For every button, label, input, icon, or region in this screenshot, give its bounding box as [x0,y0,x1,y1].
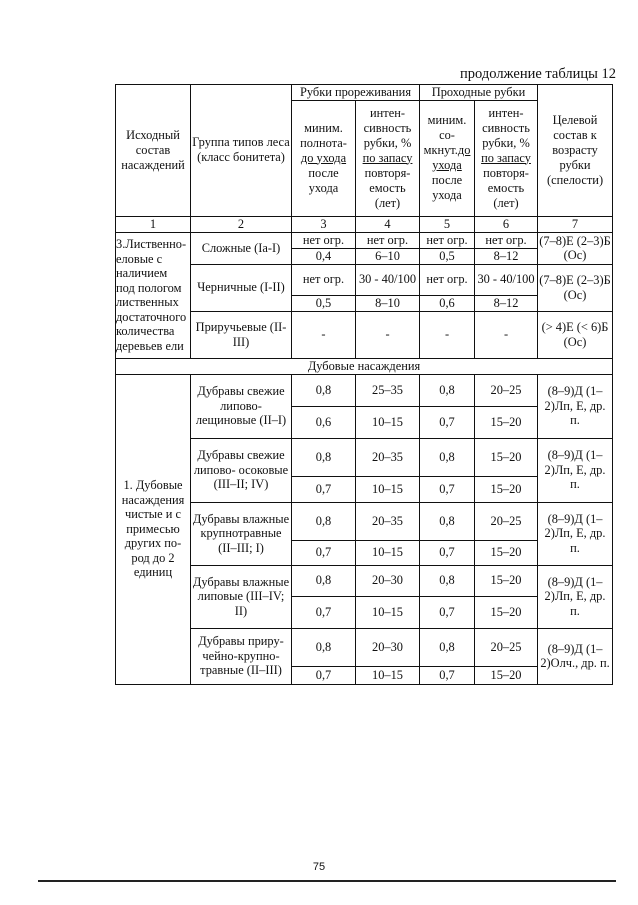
value-cell: 10–15 [356,596,420,628]
column-number: 3 [292,216,356,232]
header-passage-cutting-group: Проходные рубки [420,85,538,101]
table-row [116,502,613,540]
value-cell: 15–20 [475,406,538,438]
forest-type-cell: Дубравы влажные липовые (III–IV; II) [191,565,292,628]
footer-divider [38,880,616,882]
value-cell: нет огр. [475,232,538,248]
value-cell: 8–10 [356,295,420,311]
value-cell: 0,6 [292,406,356,438]
value-cell: нет огр. [420,264,475,295]
value-cell: нет огр. [356,232,420,248]
forest-type-cell: Сложные (Iа-I) [191,232,292,264]
value-cell: 10–15 [356,476,420,502]
column-number: 7 [538,216,613,232]
value-cell: 20–30 [356,565,420,596]
value-cell: 15–20 [475,438,538,476]
target-composition-cell: (8–9)Д (1–2)Лп, Е, др. п. [538,565,613,628]
value-cell: 0,8 [420,565,475,596]
target-composition-cell: (> 4)Е (< 6)Б (Ос) [538,311,613,358]
value-cell: 0,7 [292,476,356,502]
value-cell: - [475,311,538,358]
value-cell: 0,8 [420,438,475,476]
value-cell: 20–25 [475,628,538,666]
value-cell: нет огр. [292,232,356,248]
value-cell: 0,7 [292,596,356,628]
forest-thinning-table [115,84,613,685]
table-row [116,628,613,666]
header-intensity-passage: интен- сивность рубки, % по запасу повторя- емость (лет) [475,100,538,216]
value-cell: 10–15 [356,666,420,684]
forest-type-cell: Приручьевые (II-III) [191,311,292,358]
value-cell: 0,8 [420,374,475,406]
section-row [116,358,613,374]
table-row [116,565,613,596]
column-number: 4 [356,216,420,232]
table-row [116,311,613,358]
value-cell: 0,8 [292,438,356,476]
value-cell: 0,8 [292,628,356,666]
value-cell: 20–25 [475,502,538,540]
value-cell: 15–20 [475,565,538,596]
header-min-density-thinning: миним. полнота- до ухода после ухода [292,100,356,216]
initial-composition-cell: 3.Лиственно- еловые с наличием под пологом лиственных достаточного количества деревьев ели [116,232,191,358]
header-target-composition: Целевой состав к возрасту рубки (спелости) [538,85,613,217]
value-cell: 0,7 [292,666,356,684]
value-cell: - [292,311,356,358]
value-cell: 20–35 [356,502,420,540]
value-cell: нет огр. [420,232,475,248]
value-cell: 30 - 40/100 [475,264,538,295]
forest-type-cell: Черничные (I-II) [191,264,292,311]
value-cell: 0,7 [420,476,475,502]
value-cell: 25–35 [356,374,420,406]
column-number: 1 [116,216,191,232]
value-cell: 15–20 [475,476,538,502]
section-title: Дубовые насаждения [116,358,613,374]
value-cell: 0,8 [292,502,356,540]
target-composition-cell: (8–9)Д (1–2)Олч., др. п. [538,628,613,684]
value-cell: 20–35 [356,438,420,476]
header-forest-type-group: Группа типов леса (класс бонитета) [191,85,292,217]
value-cell: 30 - 40/100 [356,264,420,295]
value-cell: 0,8 [292,565,356,596]
header-thinning-group: Рубки прореживания [292,85,420,101]
header-intensity-thinning: интен- сивность рубки, % по запасу повторя- емость (лет) [356,100,420,216]
value-cell: 0,8 [420,502,475,540]
forest-type-cell: Дубравы свежие липово- осоковые (III–II; IV) [191,438,292,502]
value-cell: 0,7 [420,540,475,565]
forest-type-cell: Дубравы приру- чейно-крупно- травные (II–III) [191,628,292,684]
target-composition-cell: (7–8)Е (2–3)Б (Ос) [539,233,611,262]
table-row [116,264,613,295]
value-cell: 8–12 [475,295,538,311]
value-cell: нет огр. [292,264,356,295]
column-number: 2 [191,216,292,232]
table-row [116,438,613,476]
value-cell: 10–15 [356,406,420,438]
column-number: 6 [475,216,538,232]
value-cell: 0,5 [292,295,356,311]
target-composition-cell: (7–8)Е (2–3)Б (Ос) [538,264,613,311]
page-number: 75 [312,861,326,873]
value-cell: - [420,311,475,358]
value-cell: 15–20 [475,666,538,684]
target-composition-cell: (8–9)Д (1–2)Лп, Е, др. п. [538,438,613,502]
value-cell: 0,4 [292,248,356,264]
value-cell: 0,7 [420,596,475,628]
forest-type-cell: Дубравы свежие липово- лещиновые (II–I) [191,374,292,438]
table-continuation-caption: продолжение таблицы 12 [460,66,616,82]
target-composition-cell: (8–9)Д (1–2)Лп, Е, др. п. [538,502,613,565]
value-cell: 15–20 [475,596,538,628]
value-cell: 0,7 [420,406,475,438]
column-number: 5 [420,216,475,232]
table-row [116,374,613,406]
value-cell: 0,6 [420,295,475,311]
header-min-closure-passage: миним. со- мкнут.до ухода после ухода [420,100,475,216]
value-cell: 0,7 [420,666,475,684]
forest-type-cell: Дубравы влажные крупнотравные (II–III; I) [191,502,292,565]
value-cell: - [356,311,420,358]
value-cell: 0,7 [292,540,356,565]
value-cell: 20–30 [356,628,420,666]
value-cell: 20–25 [475,374,538,406]
value-cell: 8–12 [475,248,538,264]
value-cell: 0,8 [420,628,475,666]
value-cell: 10–15 [356,540,420,565]
target-composition-cell: (8–9)Д (1–2)Лп, Е, др. п. [538,374,613,438]
value-cell: 6–10 [356,248,420,264]
column-numbers-row [116,216,613,232]
header-initial-composition: Исходный состав насаждений [116,85,191,217]
table-row [116,232,613,248]
value-cell: 15–20 [475,540,538,565]
value-cell: 0,5 [420,248,475,264]
value-cell: 0,8 [292,374,356,406]
initial-composition-cell: 1. Дубовые насаждения чистые и с примесью других по- род до 2 единиц [116,374,191,684]
